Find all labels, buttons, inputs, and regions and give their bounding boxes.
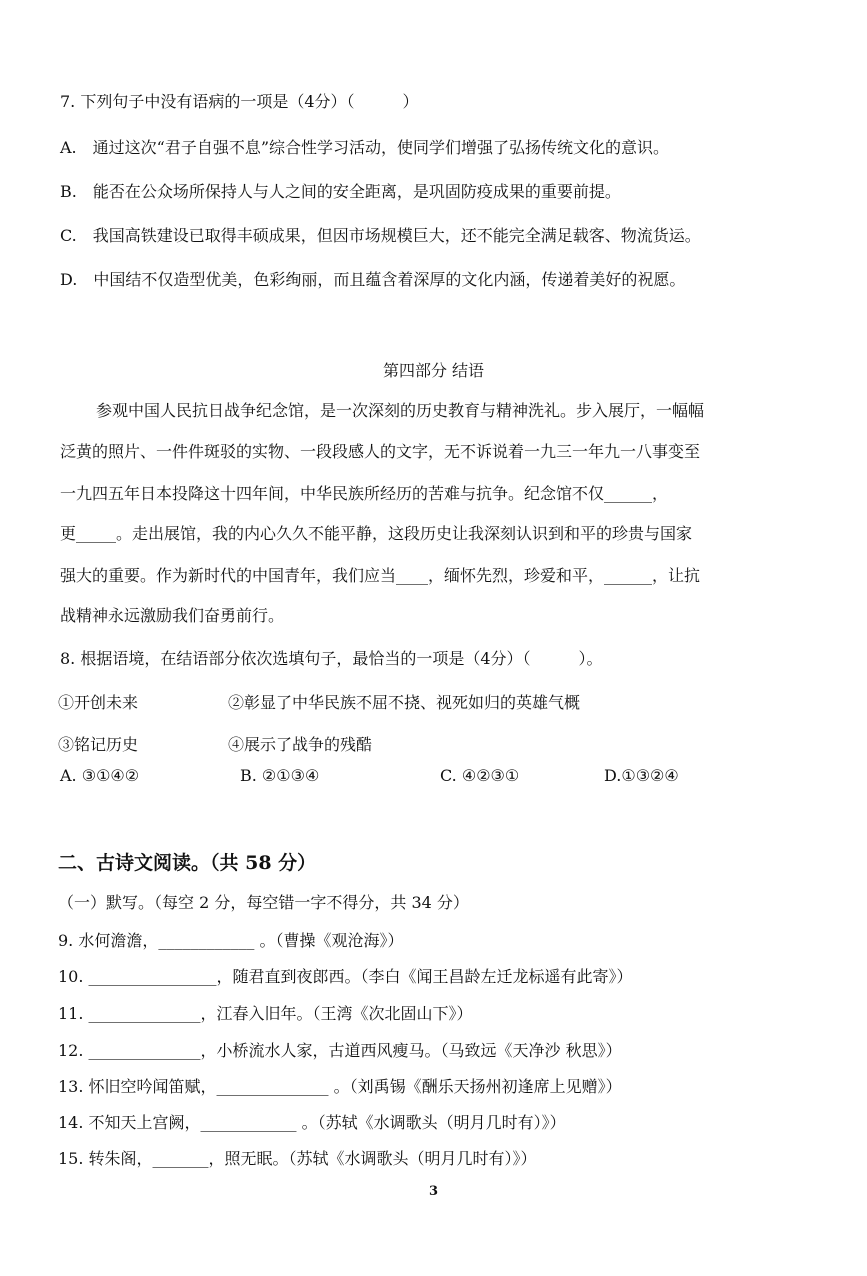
q7-option-d: D. 中国结不仅造型优美，色彩绚丽，而且蕴含着深厚的文化内涵，传递着美好的祝愿。 <box>60 270 686 289</box>
q8-choice-c: C. ④②③① <box>440 766 520 785</box>
passage-line-4: 更_____。走出展馆，我的内心久久不能平静，这段历史让我深刻认识到和平的珍贵与国家 <box>60 524 693 543</box>
dictation-13: 13. 怀旧空吟闻笛赋，______________ 。（刘禹锡《酬乐天扬州初逢席上见赠》） <box>58 1077 622 1096</box>
section-2-heading: 二、古诗文阅读。（共 58 分） <box>58 852 317 874</box>
q8-item-1: ①开创未来 <box>58 693 139 712</box>
q7-stem: 7. 下列句子中没有语病的一项是（4分）（ ） <box>60 92 419 111</box>
q7-option-c: C. 我国高铁建设已取得丰硕成果，但因市场规模巨大，还不能完全满足载客、物流货运。 <box>60 226 701 245</box>
q7-option-b: B. 能否在公众场所保持人与人之间的安全距离，是巩固防疫成果的重要前提。 <box>60 182 621 201</box>
passage-line-6: 战精神永远激励我们奋勇前行。 <box>60 606 285 625</box>
passage-line-2: 泛黄的照片、一件件斑驳的实物、一段段感人的文字，无不诉说着一九三一年九一八事变至 <box>60 442 701 461</box>
q8-item-3: ③铭记历史 <box>58 735 139 754</box>
passage-line-5: 强大的重要。作为新时代的中国青年，我们应当____，缅怀先烈，珍爱和平，______，让抗 <box>60 566 701 585</box>
passage-line-3: 一九四五年日本投降这十四年间，中华民族所经历的苦难与抗争。纪念馆不仅______， <box>60 484 669 503</box>
part4-title: 第四部分 结语 <box>382 361 485 380</box>
page-number: 3 <box>428 1184 439 1199</box>
section-2-subheading: （一）默写。（每空 2 分，每空错一字不得分，共 34 分） <box>58 893 469 912</box>
passage-line-1: 参观中国人民抗日战争纪念馆，是一次深刻的历史教育与精神洗礼。步入展厅，一幅幅 <box>96 401 705 420</box>
q8-choice-d: D.①③②④ <box>604 766 679 785</box>
dictation-10: 10. ________________，随君直到夜郎西。（李白《闻王昌龄左迁龙标遥有此寄》） <box>58 967 633 986</box>
dictation-14: 14. 不知天上宫阙，____________ 。（苏轼《水调歌头（明月几时有）》） <box>58 1113 566 1132</box>
dictation-9: 9. 水何澹澹，____________ 。（曹操《观沧海》） <box>58 931 404 950</box>
dictation-11: 11. ______________，江春入旧年。（王湾《次北固山下》） <box>58 1004 473 1023</box>
q8-item-4: ④展示了战争的残酷 <box>228 735 373 754</box>
q8-item-2: ②彰显了中华民族不屈不挠、视死如归的英雄气概 <box>228 693 581 712</box>
q7-option-a: A. 通过这次“君子自强不息”综合性学习活动，使同学们增强了弘扬传统文化的意识。 <box>60 138 670 157</box>
q8-choice-a: A. ③①④② <box>60 766 140 785</box>
dictation-12: 12. ______________，小桥流水人家，古道西风瘦马。（马致远《天净沙 秋思》） <box>58 1041 622 1060</box>
q8-choice-b: B. ②①③④ <box>240 766 320 785</box>
dictation-15: 15. 转朱阁，_______，照无眠。（苏轼《水调歌头（明月几时有）》） <box>58 1149 537 1168</box>
q8-stem: 8. 根据语境，在结语部分依次选填句子，最恰当的一项是（4分）（ ）。 <box>60 649 603 668</box>
